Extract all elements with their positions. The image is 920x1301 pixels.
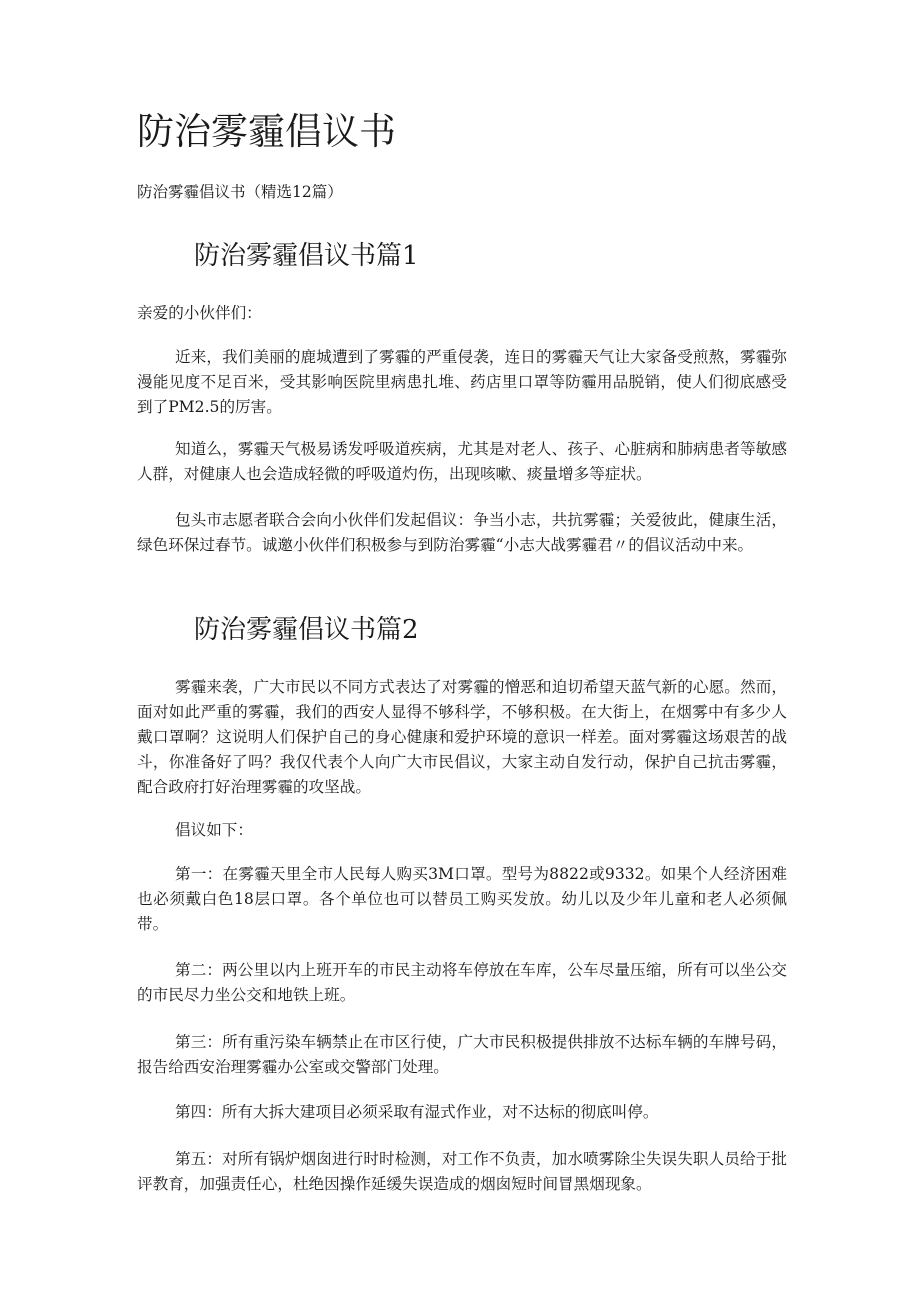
document-title: 防治雾霾倡议书: [137, 110, 396, 153]
section-2-paragraph: 第一：在雾霾天里全市人民每人购买3M口罩。型号为8822或9332。如果个人经济困难也必须戴白色18层口罩。各个单位也可以替员工购买发放。幼儿以及少年儿童和老人必须佩带。: [137, 865, 787, 933]
section-2-heading: 防治雾霾倡议书篇2: [194, 615, 419, 645]
section-1-paragraph: 知道么，雾霾天气极易诱发呼吸道疾病，尤其是对老人、孩子、心脏病和肺病患者等敏感人群，对健康人也会造成轻微的呼吸道灼伤，出现咳嗽、痰量增多等症状。: [137, 440, 787, 483]
section-1-paragraph: 近来，我们美丽的鹿城遭到了雾霾的严重侵袭，连日的雾霾天气让大家备受煎熬，雾霾弥漫能见度不足百米，受其影响医院里病患扎堆、药店里口罩等防霾用品脱销，使人们彻底感受到了PM2.5的厉害。: [137, 348, 787, 416]
section-2-paragraph: 第三：所有重污染车辆禁止在市区行使，广大市民积极提供排放不达标车辆的车牌号码，报告给西安治理雾霾办公室或交警部门处理。: [137, 1033, 787, 1076]
document-subtitle: 防治雾霾倡议书（精选12篇）: [137, 183, 343, 201]
section-2-paragraph: 第五：对所有锅炉烟囱进行时时检测，对工作不负责，加水喷雾除尘失误失职人员给于批评教育，加强责任心，杜绝因操作延缓失误造成的烟囱短时间冒黑烟现象。: [137, 1150, 787, 1193]
section-2-paragraph: 第二：两公里以内上班开车的市民主动将车停放在车库，公车尽量压缩，所有可以坐公交的市民尽力坐公交和地铁上班。: [137, 961, 787, 1004]
section-1-paragraph: 包头市志愿者联合会向小伙伴们发起倡议：争当小志，共抗雾霾；关爱彼此，健康生活，绿色环保过春节。诚邀小伙伴们积极参与到防治雾霾“小志大战雾霾君〃的倡议活动中来。: [137, 511, 787, 554]
section-2-paragraph: 倡议如下：: [175, 821, 253, 839]
section-1-heading: 防治雾霾倡议书篇1: [194, 241, 419, 271]
section-2-paragraph: 第四：所有大拆大建项目必须采取有湿式作业，对不达标的彻底叫停。: [175, 1103, 659, 1121]
section-2-paragraph: 雾霾来袭，广大市民以不同方式表达了对雾霾的憎恶和迫切希望天蓝气新的心愿。然而，面对如此严重的雾霾，我们的西安人显得不够科学，不够积极。在大街上，在烟雾中有多少人戴口罩啊？这说明人们保护自己的身心健康和爱护环境的意识一样差。面对雾霾这场艰苦的战斗，你准备好了吗？我仅代表个人向广大市民倡议，大家主动自发行动，保护自己抗击雾霾，配合政府打好治理雾霾的攻坚战。: [137, 678, 787, 796]
section-1-salutation: 亲爱的小伙伴们：: [137, 304, 262, 322]
